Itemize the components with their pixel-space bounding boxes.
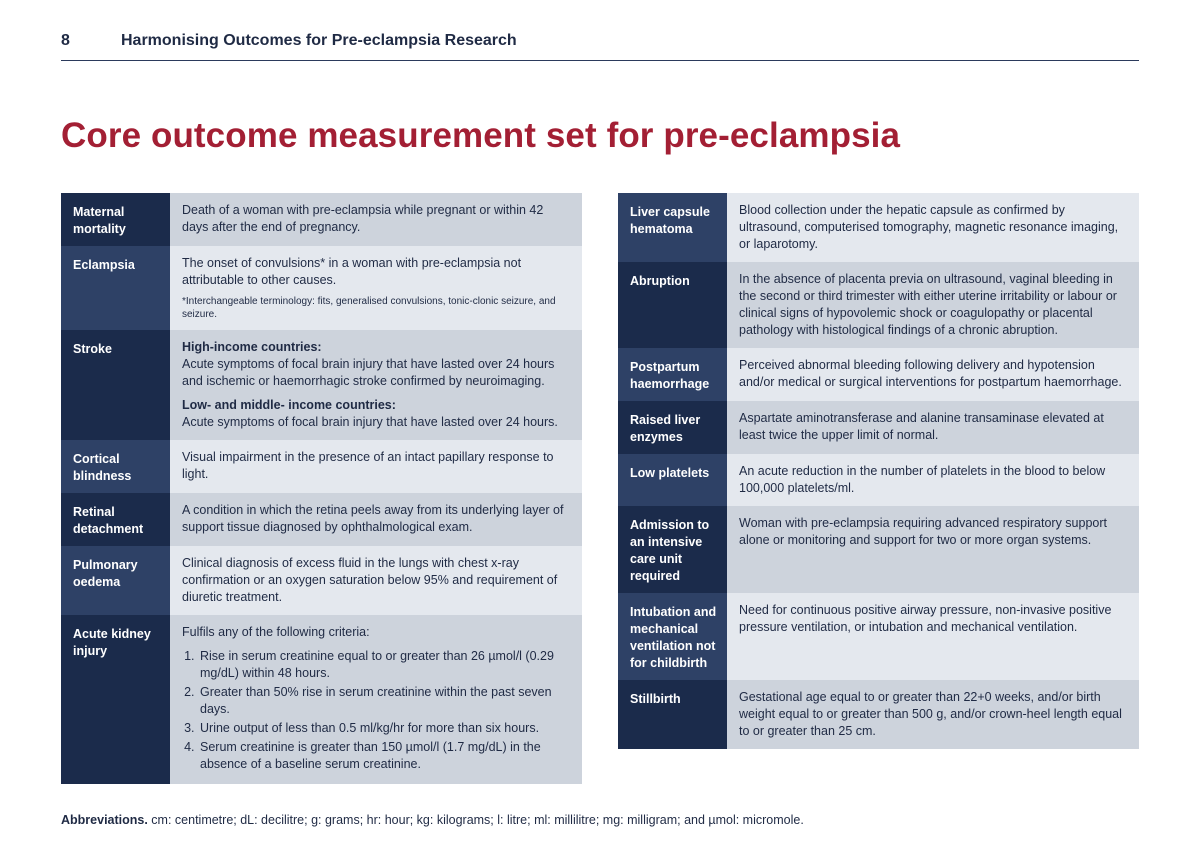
criteria-item: 4. Serum creatinine is greater than 150 µmol/l (1.7 mg/dL) in the absence of a baseline serum creatinine. bbox=[198, 739, 568, 773]
high-income-text: Acute symptoms of focal brain injury that have lasted over 24 hours and ischemic or haemorrhagic stroke confirmed by neuroimaging. bbox=[182, 357, 555, 388]
outcome-name: Postpartum haemorrhage bbox=[618, 348, 727, 401]
high-income-block bbox=[182, 339, 568, 390]
outcome-definition: A condition in which the retina peels away from its underlying layer of support tissue diagnosed by ophthalmological exam. bbox=[170, 493, 582, 546]
criteria-item: 1. Rise in serum creatinine equal to or greater than 26 µmol/l (0.29 mg/dL) within 48 hours. bbox=[198, 648, 568, 682]
running-title: Harmonising Outcomes for Pre-eclampsia Research bbox=[121, 32, 517, 49]
table-row bbox=[618, 593, 1139, 680]
outcome-definition: Gestational age equal to or greater than 22+0 weeks, and/or birth weight equal to or greater than 500 g, and/or crown-heel length equal to or greater than 25 cm. bbox=[727, 680, 1139, 749]
abbreviations-label: Abbreviations. bbox=[61, 813, 148, 827]
table-row bbox=[61, 440, 582, 493]
outcome-name: Maternal mortality bbox=[61, 193, 170, 246]
outcome-definition: An acute reduction in the number of platelets in the blood to below 100,000 platelets/ml. bbox=[727, 454, 1139, 506]
outcome-definition: Visual impairment in the presence of an intact papillary response to light. bbox=[170, 440, 582, 493]
table-row bbox=[61, 330, 582, 440]
table-row bbox=[618, 454, 1139, 506]
outcome-name: Abruption bbox=[618, 262, 727, 348]
left-outcomes-table bbox=[61, 193, 582, 784]
abbreviations-note bbox=[61, 813, 804, 827]
outcome-name: Stillbirth bbox=[618, 680, 727, 749]
outcome-name: Eclampsia bbox=[61, 246, 170, 330]
outcome-name: Low platelets bbox=[618, 454, 727, 506]
criteria-intro: Fulfils any of the following criteria: bbox=[182, 625, 370, 639]
outcome-definition: Woman with pre-eclampsia requiring advanced respiratory support alone or monitoring and support for two or more organ systems. bbox=[727, 506, 1139, 593]
outcome-name: Acute kidney injury bbox=[61, 615, 170, 784]
low-income-text: Acute symptoms of focal brain injury that have lasted over 24 hours. bbox=[182, 415, 558, 429]
outcome-name: Intubation and mechanical ventilation not for childbirth bbox=[618, 593, 727, 680]
criteria-item: 3. Urine output of less than 0.5 ml/kg/hr for more than six hours. bbox=[198, 720, 568, 737]
outcome-definition-cell bbox=[170, 246, 582, 330]
outcome-definition: The onset of convulsions* in a woman with pre-eclampsia not attributable to other causes. bbox=[182, 256, 522, 287]
table-row bbox=[61, 193, 582, 246]
outcome-definition: In the absence of placenta previa on ultrasound, vaginal bleeding in the second or third trimester with either uterine irritability or labour or clinical signs of hypovolemic shock or coagulopathy or placental pathology with histological findings of a chronic abruption. bbox=[727, 262, 1139, 348]
table-row bbox=[61, 246, 582, 330]
outcome-definition-cell bbox=[170, 615, 582, 784]
table-row bbox=[61, 493, 582, 546]
table-row bbox=[618, 401, 1139, 454]
high-income-heading: High-income countries: bbox=[182, 340, 322, 354]
outcome-name: Liver capsule hematoma bbox=[618, 193, 727, 262]
abbreviations-text: cm: centimetre; dL: decilitre; g: grams; hr: hour; kg: kilograms; l: litre; ml: millilitre; mg: milligram; and µmol: micromole. bbox=[147, 813, 804, 827]
outcome-name: Pulmonary oedema bbox=[61, 546, 170, 615]
table-row bbox=[618, 193, 1139, 262]
table-row bbox=[61, 615, 582, 784]
outcome-definition: Clinical diagnosis of excess fluid in the lungs with chest x-ray confirmation or an oxygen saturation below 95% and requirement of diuretic treatment. bbox=[170, 546, 582, 615]
criteria-item: 2. Greater than 50% rise in serum creatinine within the past seven days. bbox=[198, 684, 568, 718]
outcome-definition: Aspartate aminotransferase and alanine transaminase elevated at least twice the upper limit of normal. bbox=[727, 401, 1139, 454]
page-header bbox=[61, 30, 1139, 61]
outcome-name: Raised liver enzymes bbox=[618, 401, 727, 454]
outcome-name: Retinal detachment bbox=[61, 493, 170, 546]
table-row bbox=[618, 348, 1139, 401]
low-income-heading: Low- and middle- income countries: bbox=[182, 398, 396, 412]
table-row bbox=[618, 506, 1139, 593]
outcome-definition: Need for continuous positive airway pressure, non-invasive positive pressure ventilation, or intubation and mechanical ventilation. bbox=[727, 593, 1139, 680]
outcome-name: Cortical blindness bbox=[61, 440, 170, 493]
terminology-footnote: *Interchangeable terminology: fits, generalised convulsions, tonic-clonic seizure, and seizure. bbox=[182, 296, 556, 320]
page-number: 8 bbox=[61, 32, 70, 49]
outcome-definition: Blood collection under the hepatic capsule as confirmed by ultrasound, computerised tomography, magnetic resonance imaging, or laparotomy. bbox=[727, 193, 1139, 262]
right-outcomes-table bbox=[618, 193, 1139, 749]
outcome-definition: Death of a woman with pre-eclampsia while pregnant or within 42 days after the end of pregnancy. bbox=[170, 193, 582, 246]
table-row bbox=[618, 680, 1139, 749]
page-title: Core outcome measurement set for pre-eclampsia bbox=[61, 116, 901, 155]
outcome-definition: Perceived abnormal bleeding following delivery and hypotension and/or medical or surgical interventions for postpartum haemorrhage. bbox=[727, 348, 1139, 401]
outcome-name: Stroke bbox=[61, 330, 170, 440]
outcome-definition-cell bbox=[170, 330, 582, 440]
low-income-block bbox=[182, 397, 568, 431]
outcome-name: Admission to an intensive care unit required bbox=[618, 506, 727, 593]
criteria-list bbox=[182, 648, 568, 773]
table-row bbox=[61, 546, 582, 615]
table-row bbox=[618, 262, 1139, 348]
